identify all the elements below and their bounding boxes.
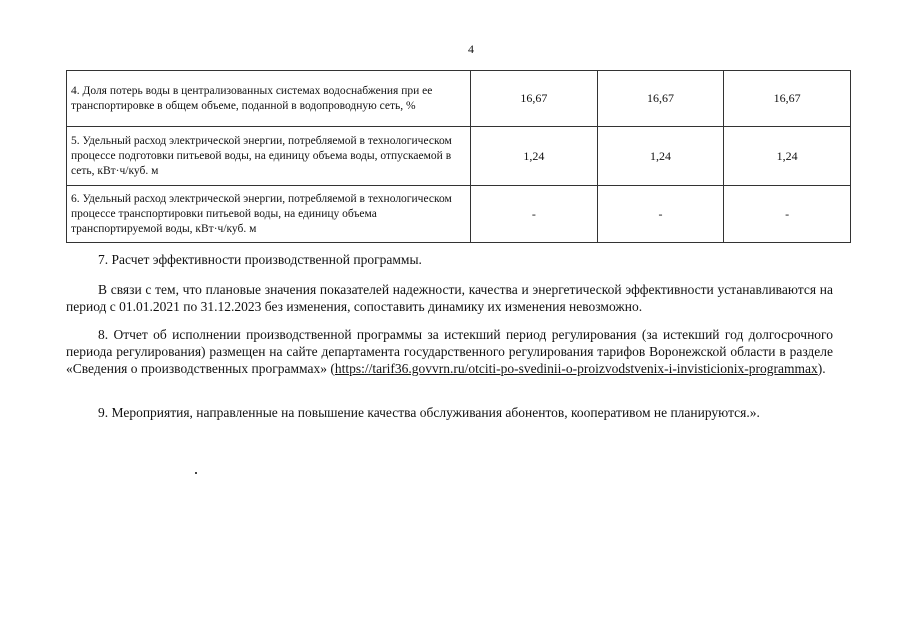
indicators-table xyxy=(66,70,851,243)
table-row xyxy=(67,186,851,243)
scan-speck xyxy=(195,472,197,474)
page-number: 4 xyxy=(468,42,474,56)
section-7-paragraph: 7. Расчет эффективности производственной программы. xyxy=(98,252,422,267)
indicator-value-2022: - xyxy=(597,186,724,243)
indicator-value-2022: 16,67 xyxy=(597,71,724,127)
indicator-value-2023: 16,67 xyxy=(724,71,851,127)
section-8-end: ). xyxy=(817,361,826,376)
indicator-label: 6. Удельный расход электрической энергии, потребляемой в технологическом процессе транспортировки питьевой воды, на единицу объема транспортируемой воды, кВт·ч/куб. м xyxy=(67,186,471,243)
indicator-label: 4. Доля потерь воды в централизованных системах водоснабжения при ее транспортировке в общем объеме, поданной в водопроводную сеть, % xyxy=(67,71,471,127)
indicator-value-2023: 1,24 xyxy=(724,127,851,186)
table-row xyxy=(67,127,851,186)
indicator-value-2021: 1,24 xyxy=(471,127,598,186)
indicator-value-2022: 1,24 xyxy=(597,127,724,186)
indicator-label: 5. Удельный расход электрической энергии, потребляемой в технологическом процессе подготовки питьевой воды, на единицу объема воды, отпускаемой в сеть, кВт·ч/куб. м xyxy=(67,127,471,186)
table-row xyxy=(67,71,851,127)
indicator-value-2021: - xyxy=(471,186,598,243)
tariff-report-link[interactable]: https://tarif36.govvrn.ru/otciti-po-svedinii-o-proizvodstvenix-i-invisticionix-programmax xyxy=(334,361,818,376)
indicator-value-2021: 16,67 xyxy=(471,71,598,127)
section-8-text: 8. Отчет об исполнении производственной программы за истекший период регулирования (за истекший год долгосрочного периода регулирования) размещен на сайте департамента государственного регулирования тарифов Воронежской области в разделе «Сведения о производственных программах» ( xyxy=(66,327,833,376)
efficiency-paragraph: В связи с тем, что плановые значения показателей надежности, качества и энергетической эффективности устанавливаются на период с 01.01.2021 по 31.12.2023 без изменения, сопоставить динамику их изменения невозможно. xyxy=(66,282,833,314)
indicator-value-2023: - xyxy=(724,186,851,243)
section-9-paragraph: 9. Мероприятия, направленные на повышение качества обслуживания абонентов, кооперативом не планируются.». xyxy=(98,405,760,420)
section-8-paragraph xyxy=(66,326,833,377)
